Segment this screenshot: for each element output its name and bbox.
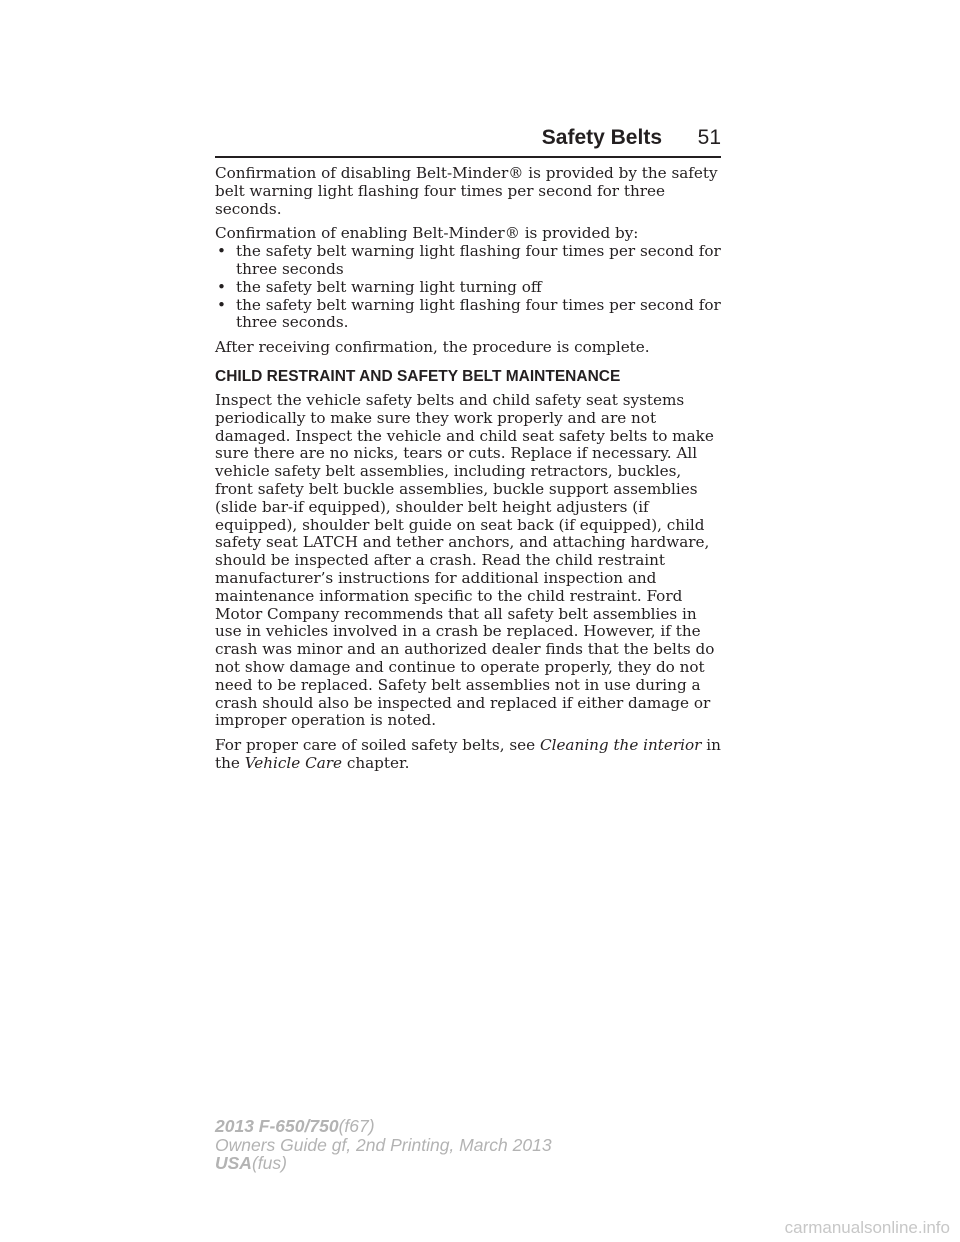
footer-model-line bbox=[215, 1117, 552, 1136]
list-item bbox=[215, 243, 721, 279]
footer-market-line bbox=[215, 1154, 552, 1173]
bullet-icon: • bbox=[217, 277, 226, 296]
page-body bbox=[215, 165, 721, 780]
page-header bbox=[215, 124, 721, 156]
footer-guide-line: Owners Guide gf, 2nd Printing, March 2013 bbox=[215, 1134, 552, 1155]
list-item-text: the safety belt warning light flashing four times per second for three seconds. bbox=[236, 295, 721, 332]
bullet-icon: • bbox=[217, 242, 226, 261]
text-mid: in the bbox=[215, 736, 721, 772]
list-item bbox=[215, 279, 721, 297]
paragraph-soiled-belts bbox=[215, 737, 721, 773]
reference-cleaning-interior: Cleaning the interior bbox=[539, 736, 702, 755]
footer-market-code: (fus) bbox=[251, 1153, 287, 1173]
bullet-icon: • bbox=[217, 295, 226, 314]
list-item bbox=[215, 297, 721, 333]
section-title: Safety Belts bbox=[541, 126, 662, 149]
footer-market: USA bbox=[215, 1153, 252, 1173]
list-item-text: the safety belt warning light flashing four times per second for three seconds bbox=[236, 242, 721, 278]
enabling-confirmation-list bbox=[215, 243, 721, 332]
section-heading: CHILD RESTRAINT AND SAFETY BELT MAINTENANCE bbox=[215, 367, 621, 385]
watermark: carmanualsonline.info bbox=[784, 1218, 950, 1237]
list-item-text: the safety belt warning light turning off bbox=[236, 277, 542, 296]
paragraph-enabling-confirmation: Confirmation of enabling Belt-Minder® is provided by: bbox=[215, 224, 639, 243]
paragraph-disabling-confirmation: Confirmation of disabling Belt-Minder® is provided by the safety belt warning light flashing four times per second for three seconds. bbox=[215, 164, 718, 218]
footer-model: 2013 F-650/750 bbox=[215, 1116, 339, 1136]
page-number: 51 bbox=[697, 126, 721, 149]
page-footer bbox=[215, 1117, 552, 1173]
paragraph-maintenance: Inspect the vehicle safety belts and child safety seat systems periodically to make sure they work properly and are not damaged. Inspect the vehicle and child seat safety belts to make sure there are no nicks, tears or cuts. Replace if necessary. All vehicle safety belt assemblies, including retractors, buckles, front safety belt buckle assemblies, buckle support assemblies (slide bar-if equipped), shoulder belt height adjusters (if equipped), shoulder belt guide on seat back (if equipped), child safety seat LATCH and tether anchors, and attaching hardware, should be inspected after a crash. Read the child restraint manufacturer’s instructions for additional inspection and maintenance information specific to the child restraint. Ford Motor Company recommends that all safety belt assemblies in use in vehicles involved in a crash be replaced. However, if the crash was minor and an authorized dealer finds that the belts do not show damage and continue to operate properly, they do not need to be replaced. Safety belt assemblies not in use during a crash should also be inspected and replaced if either damage or improper operation is noted. bbox=[215, 390, 715, 730]
header-rule bbox=[215, 156, 721, 158]
footer-model-code: (f67) bbox=[338, 1116, 375, 1136]
text-tail: chapter. bbox=[342, 753, 410, 772]
text-lead: For proper care of soiled safety belts, see bbox=[215, 736, 540, 755]
reference-vehicle-care: Vehicle Care bbox=[244, 753, 343, 772]
paragraph-procedure-complete: After receiving confirmation, the procedure is complete. bbox=[215, 338, 650, 357]
